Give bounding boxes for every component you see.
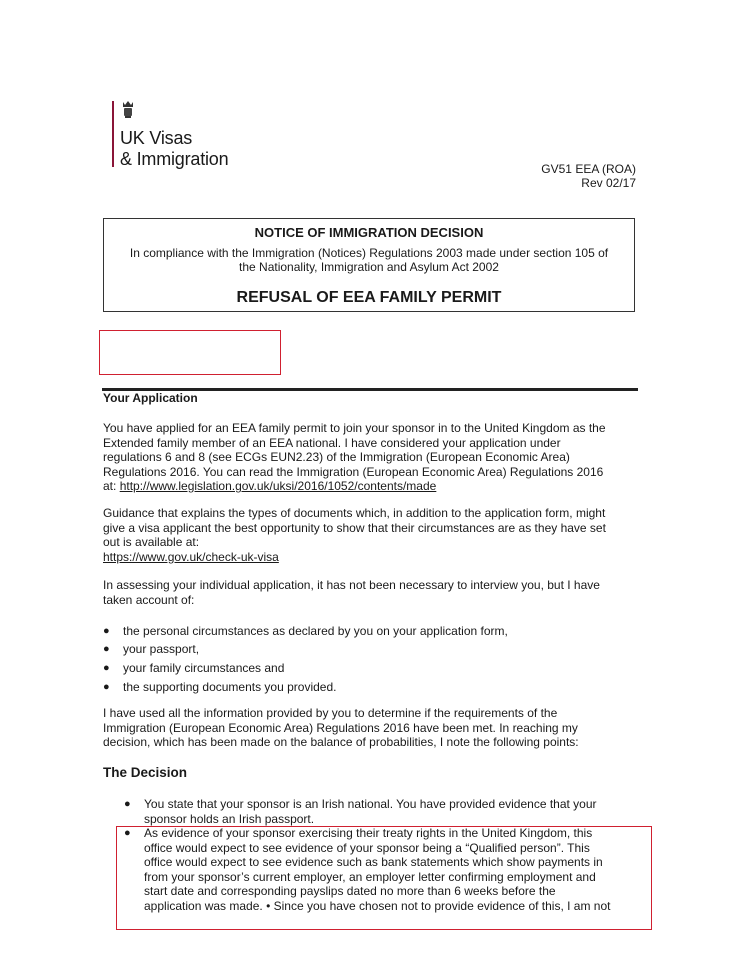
bullet-icon: ● xyxy=(124,827,131,839)
paragraph-line: Regulations 2016. You can read the Immigration (European Economic Area) Regulations 2016 xyxy=(103,464,604,479)
notice-title: NOTICE OF IMMIGRATION DECISION xyxy=(254,225,484,240)
paragraph-line: Guidance that explains the types of documents which, in addition to the application form, might xyxy=(103,506,606,520)
logo-text-line1: UK Visas xyxy=(120,128,193,148)
paragraph-line: application was made. • Since you have chosen not to provide evidence of this, I am not xyxy=(144,898,611,913)
notice-subtitle-line: In compliance with the Immigration (Notices) Regulations 2003 made under section 105 of xyxy=(129,246,609,260)
form-code: GV51 EEA (ROA) xyxy=(541,162,636,176)
notice-subtitle xyxy=(115,246,623,274)
bullet-icon: ● xyxy=(103,643,110,655)
your-application-heading: Your Application xyxy=(103,391,198,405)
application-paragraph-2 xyxy=(103,506,643,564)
list-item-text: your family circumstances and xyxy=(123,661,285,675)
check-visa-link[interactable]: https://www.gov.uk/check-uk-visa xyxy=(103,549,279,564)
bullet-icon: ● xyxy=(103,681,110,693)
decision-heading: The Decision xyxy=(103,765,188,780)
highlighted-decision-box xyxy=(116,826,652,930)
list-item-text: your passport, xyxy=(123,642,200,656)
bullet-icon: ● xyxy=(103,662,110,674)
paragraph-line: As evidence of your sponsor exercising their treaty rights in the United Kingdom, this xyxy=(144,826,593,840)
link-prefix: at: xyxy=(103,479,120,493)
paragraph-line: from your sponsor’s current employer, an employer letter confirming employment and xyxy=(144,869,596,884)
form-revision: Rev 02/17 xyxy=(581,176,636,190)
application-paragraph-3 xyxy=(103,578,643,607)
redacted-address-box xyxy=(99,330,281,375)
list-item-text: the personal circumstances as declared by you on your application form, xyxy=(123,624,508,638)
paragraph-line: Immigration (European Economic Area) Regulations 2016 have been met. In reaching my xyxy=(103,720,578,735)
logo-accent-bar xyxy=(112,101,114,167)
legislation-link[interactable]: http://www.legislation.gov.uk/uksi/2016/1052/contents/made xyxy=(119,479,437,493)
paragraph-line: You state that your sponsor is an Irish national. You have provided evidence that your xyxy=(144,797,597,811)
bullet-icon: ● xyxy=(124,798,131,810)
royal-crest-icon xyxy=(119,100,137,120)
decision-point-text xyxy=(144,797,634,826)
paragraph-line: start date and corresponding payslips dated no more than 6 weeks before the xyxy=(144,884,556,898)
list-item-text: the supporting documents you provided. xyxy=(123,680,337,694)
bullet-icon: ● xyxy=(103,625,110,637)
paragraph-line: sponsor holds an Irish passport. xyxy=(144,811,315,826)
paragraph-line: office would expect to see evidence of your sponsor being a “Qualified person”. This xyxy=(144,840,590,855)
paragraph-line xyxy=(103,550,643,565)
paragraph-line: give a visa applicant the best opportunity to show that their circumstances are as they have set xyxy=(103,520,606,535)
paragraph-line: Extended family member of an EEA national. I have considered your application under xyxy=(103,435,561,450)
application-paragraph-1 xyxy=(103,421,643,494)
paragraph-line xyxy=(103,479,643,494)
paragraph-line: office would expect to see evidence such as bank statements which show payments in xyxy=(144,855,603,869)
refusal-heading: REFUSAL OF EEA FAMILY PERMIT xyxy=(236,289,502,306)
notice-subtitle-line: the Nationality, Immigration and Asylum Act 2002 xyxy=(239,260,499,274)
logo-text-line2: & Immigration xyxy=(120,149,229,169)
application-paragraph-4 xyxy=(103,706,643,750)
paragraph-line: I have used all the information provided by you to determine if the requirements of the xyxy=(103,706,558,720)
paragraph-line: decision, which has been made on the balance of probabilities, I note the following points: xyxy=(103,735,579,749)
paragraph-line: taken account of: xyxy=(103,592,195,607)
paragraph-line: In assessing your individual application, it has not been necessary to interview you, but I have xyxy=(103,578,600,592)
paragraph-line: You have applied for an EEA family permit to join your sponsor in to the United Kingdom as the xyxy=(103,421,606,435)
paragraph-line: regulations 6 and 8 (see ECGs EUN2.23) of the Immigration (European Economic Area) xyxy=(103,450,570,464)
paragraph-line: out is available at: xyxy=(103,535,200,549)
